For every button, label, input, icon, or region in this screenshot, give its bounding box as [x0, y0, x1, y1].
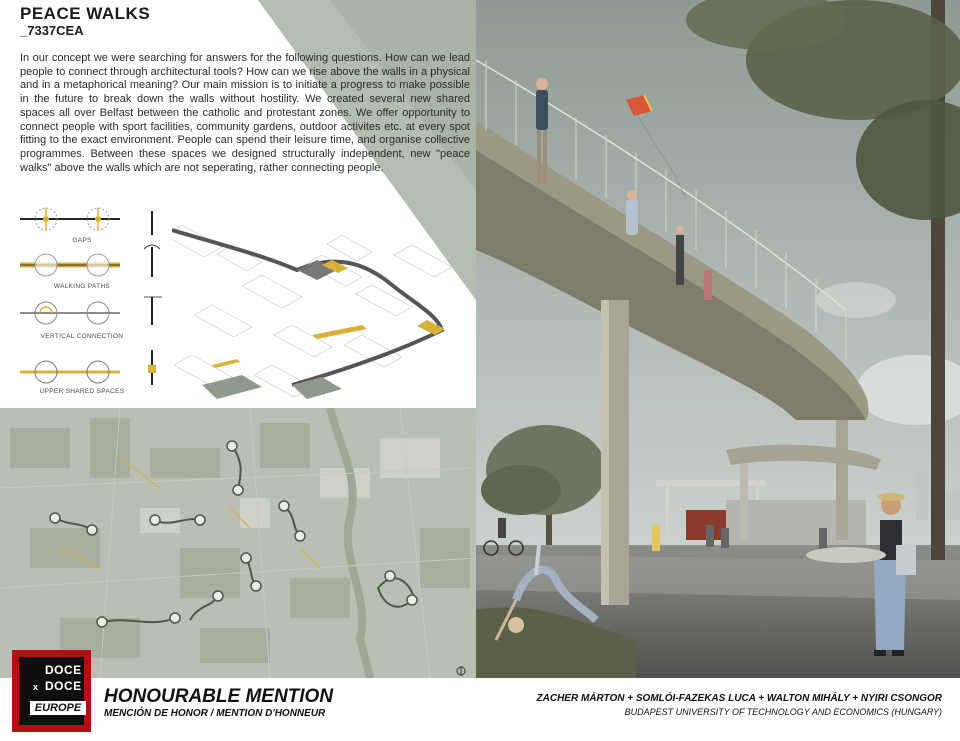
doce-x-doce-logo [12, 650, 91, 732]
project-code: _7337CEA [20, 23, 84, 38]
logo-text-doce-1: DOCE [45, 663, 82, 677]
concept-diagrams [12, 205, 172, 400]
label-upper-shared-spaces: UPPER SHARED SPACES [39, 388, 125, 395]
label-vertical-connection: VERTICAL CONNECTION [40, 333, 124, 340]
logo-text-doce-2: DOCE [45, 679, 82, 693]
university: BUDAPEST UNIVERSITY OF TECHNOLOGY AND ECONOMICS (HUNGARY) [624, 707, 942, 717]
award-title: HONOURABLE MENTION [104, 686, 334, 707]
logo-text-x: x [33, 682, 39, 692]
bridge-rendering [476, 0, 960, 678]
label-gaps: GAPS [72, 237, 92, 244]
logo-text-europe: EUROPE [30, 701, 86, 715]
logo-inner [19, 657, 84, 725]
axonometric-plan [172, 215, 472, 405]
label-walking-paths: WALKING PATHS [53, 283, 111, 290]
project-title: PEACE WALKS [20, 4, 151, 23]
concept-panel [0, 0, 476, 678]
award-subtitle: MENCIÓN DE HONOR / MENTION D'HONNEUR [104, 708, 326, 719]
city-site-map [0, 408, 476, 678]
concept-description: In our concept we were searching for answers for the following questions. How can we lead people to connect through architectural tools? How can we rise above the walls in a physical and in a metaphorical meaning? Our main mission is to initiate a progress to make possible in the future to break down the walls without hostility. We created several new shared spaces all over Belfast between the catholic and protestant zones. We offer opportunity to connect people with sport facilities, community gardens, outdoor activites etc. at every spot fitting to the exact environment. People can spend their leisure time, and organise collective programmes. Between these spaces we designed structurally independent, new "peace walks" above the walls which are not seperating, rather connecting people. [20, 52, 470, 174]
authors: ZACHER MÁRTON + SOMLÓI-FAZEKAS LUCA + WALTON MIHÁLY + NYIRI CSONGOR [536, 693, 942, 704]
